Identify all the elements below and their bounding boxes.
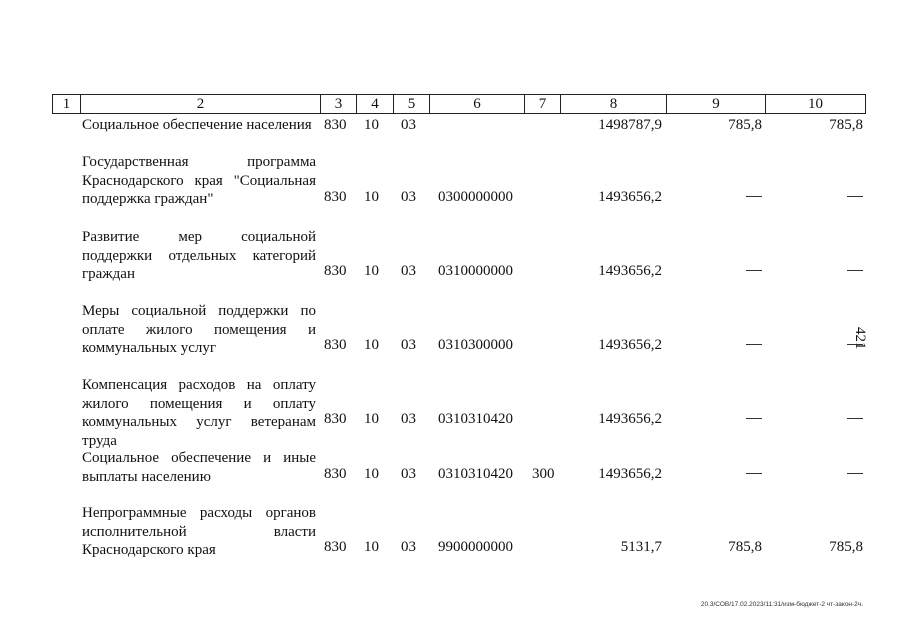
header-row bbox=[53, 95, 866, 114]
row-col-4: 10 bbox=[364, 466, 379, 482]
row-col-6: 0310310420 bbox=[438, 466, 513, 482]
row-col-3: 830 bbox=[324, 539, 347, 555]
row-description: Социальное обеспечение и иные выплаты населению bbox=[82, 450, 316, 485]
header-col-7: 7 bbox=[525, 95, 561, 114]
header-col-9: 9 bbox=[667, 95, 766, 114]
row-col-3: 830 bbox=[324, 263, 347, 279]
row-col-3: 830 bbox=[324, 411, 347, 427]
row-col-8: 1498787,9 bbox=[598, 117, 662, 133]
header-col-2: 2 bbox=[81, 95, 321, 114]
row-col-3: 830 bbox=[324, 466, 347, 482]
row-col-5: 03 bbox=[401, 411, 416, 427]
row-col-9-dash bbox=[746, 465, 762, 484]
row-col-10-dash bbox=[847, 465, 863, 484]
row-col-8: 1493656,2 bbox=[598, 466, 662, 482]
row-col-6: 0310000000 bbox=[438, 263, 513, 279]
header-col-4: 4 bbox=[357, 95, 394, 114]
row-col-5: 03 bbox=[401, 337, 416, 353]
row-col-5: 03 bbox=[401, 117, 416, 133]
row-col-4: 10 bbox=[364, 189, 379, 205]
row-col-8: 1493656,2 bbox=[598, 411, 662, 427]
row-col-10-dash bbox=[847, 188, 863, 207]
row-col-8: 1493656,2 bbox=[598, 263, 662, 279]
header-col-6: 6 bbox=[430, 95, 525, 114]
row-col-4: 10 bbox=[364, 263, 379, 279]
header-col-1: 1 bbox=[53, 95, 81, 114]
row-col-8: 1493656,2 bbox=[598, 189, 662, 205]
header-col-3: 3 bbox=[321, 95, 357, 114]
row-col-7: 300 bbox=[532, 466, 555, 482]
row-description bbox=[82, 153, 316, 209]
row-description: Компенсация расходов на оплату жилого помещения и оплату коммунальных услуг ветеранам труда bbox=[82, 377, 316, 449]
row-description-text: Государственная программа Краснодарского края "Социальная поддержка граждан" bbox=[82, 154, 316, 207]
row-col-10: 785,8 bbox=[829, 539, 863, 555]
row-col-6: 0310310420 bbox=[438, 411, 513, 427]
column-header-table bbox=[52, 94, 866, 114]
row-col-9-dash bbox=[746, 188, 762, 207]
row-description: Социальное обеспечение населения bbox=[82, 117, 312, 133]
row-col-4: 10 bbox=[364, 117, 379, 133]
row-col-10-dash bbox=[847, 262, 863, 281]
row-col-10-dash bbox=[847, 410, 863, 429]
row-col-8: 5131,7 bbox=[620, 539, 662, 555]
row-description: Непрограммные расходы органов исполнительной власти Краснодарского края bbox=[82, 505, 316, 558]
row-col-9-dash bbox=[746, 262, 762, 281]
document-footer-code: 20.3/СОВ/17.02.2023/11:31/изм-бюджет-2 чт-закон-2ч. bbox=[700, 601, 863, 608]
row-col-8: 1493656,2 bbox=[598, 337, 662, 353]
row-col-5: 03 bbox=[401, 189, 416, 205]
row-description: Развитие мер социальной поддержки отдельных категорий граждан bbox=[82, 229, 316, 282]
row-col-3: 830 bbox=[324, 337, 347, 353]
row-col-6: 0310300000 bbox=[438, 337, 513, 353]
row-col-9-dash bbox=[746, 336, 762, 355]
row-col-9: 785,8 bbox=[728, 117, 762, 133]
row-col-6: 9900000000 bbox=[438, 539, 513, 555]
row-col-9: 785,8 bbox=[728, 539, 762, 555]
row-description: Меры социальной поддержки по оплате жилого помещения и коммунальных услуг bbox=[82, 303, 316, 356]
row-col-10: 785,8 bbox=[829, 117, 863, 133]
row-col-9-dash bbox=[746, 410, 762, 429]
row-col-6: 0300000000 bbox=[438, 189, 513, 205]
header-col-5: 5 bbox=[394, 95, 430, 114]
row-col-5: 03 bbox=[401, 539, 416, 555]
row-col-4: 10 bbox=[364, 411, 379, 427]
header-col-8: 8 bbox=[561, 95, 667, 114]
row-col-5: 03 bbox=[401, 263, 416, 279]
row-col-3: 830 bbox=[324, 189, 347, 205]
page-number: 421 bbox=[852, 327, 868, 350]
header-col-10: 10 bbox=[766, 95, 866, 114]
row-col-5: 03 bbox=[401, 466, 416, 482]
row-col-4: 10 bbox=[364, 337, 379, 353]
row-col-3: 830 bbox=[324, 117, 347, 133]
row-col-4: 10 bbox=[364, 539, 379, 555]
